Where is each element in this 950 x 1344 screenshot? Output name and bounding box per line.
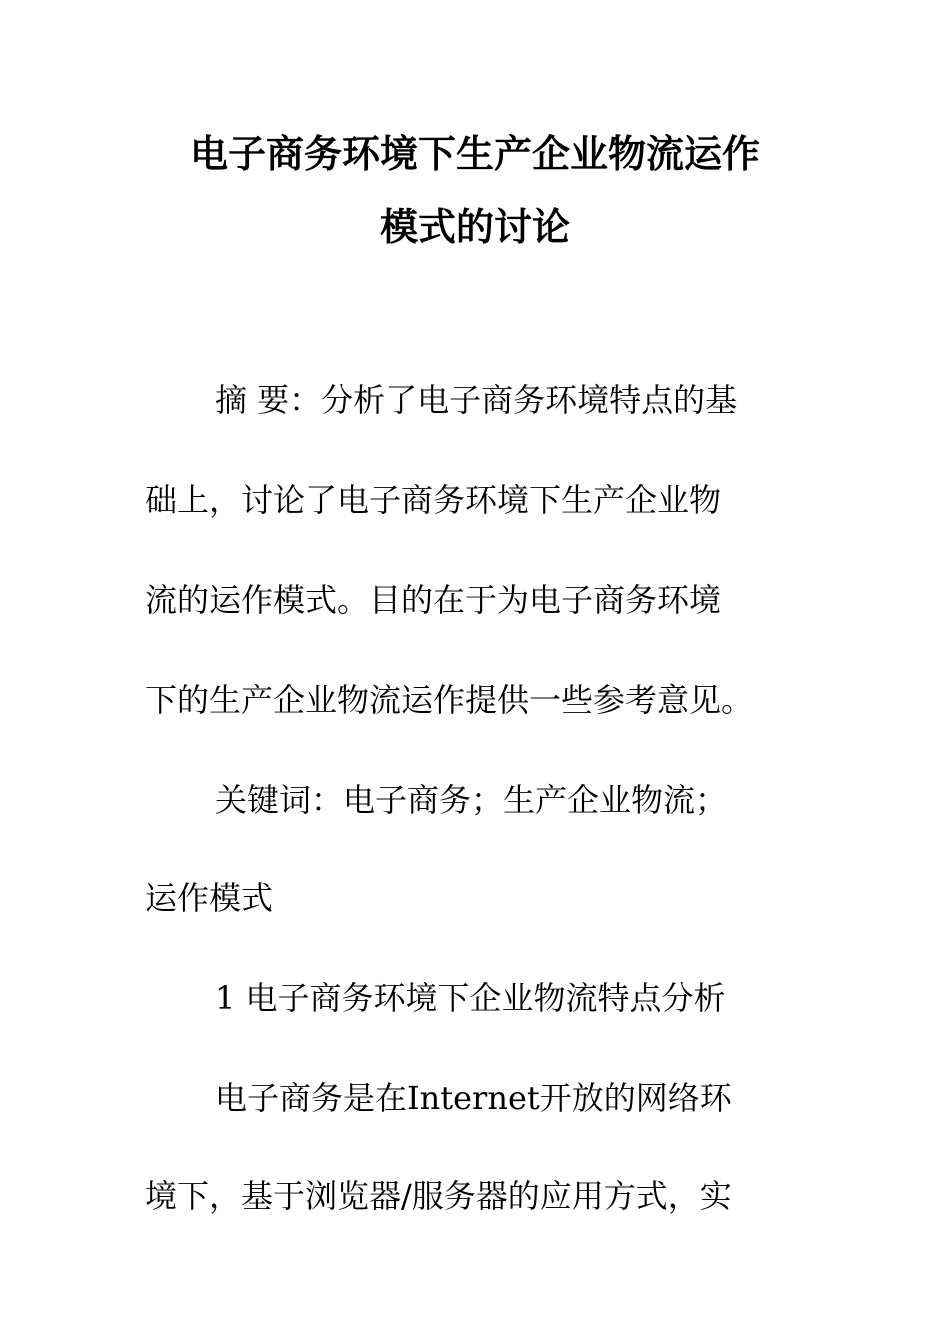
abstract-line-4: 下的生产企业物流运作提供一些参考意见。 (145, 681, 754, 719)
section-heading: 1 电子商务环境下企业物流特点分析 (215, 979, 726, 1017)
keywords-line-1: 关键词：电子商务；生产企业物流； (215, 781, 728, 819)
abstract-line-2: 础上，讨论了电子商务环境下生产企业物 (145, 481, 722, 519)
abstract-line-3: 流的运作模式。目的在于为电子商务环境 (145, 581, 722, 619)
keywords-line-2: 运作模式 (145, 879, 274, 917)
document-title-line-1: 电子商务环境下生产企业物流运作 (189, 131, 760, 176)
body-line-1: 电子商务是在Internet开放的网络环 (215, 1079, 732, 1117)
body-line-2: 境下，基于浏览器/服务器的应用方式，实 (145, 1177, 732, 1215)
abstract-line-1: 摘 要：分析了电子商务环境特点的基 (215, 381, 738, 419)
document-title-line-2: 模式的讨论 (379, 204, 570, 249)
